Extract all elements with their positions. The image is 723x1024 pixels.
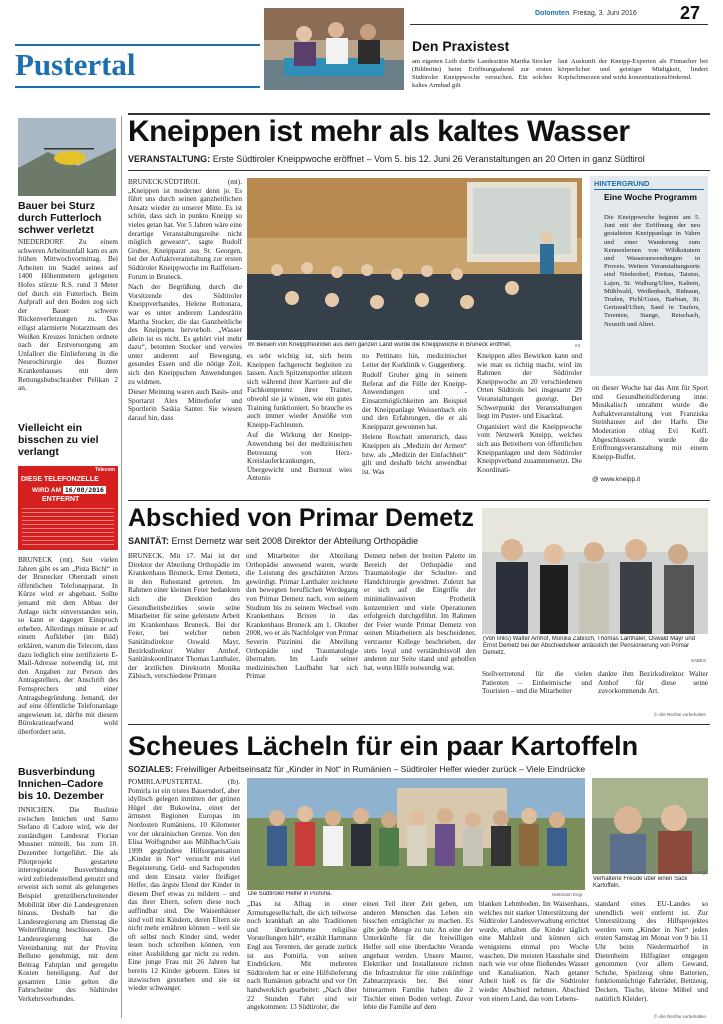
article1-subline (128, 154, 645, 164)
article1-col3 (362, 352, 467, 488)
article2-col4: Stellvertretend für die vielen Patienten – Einheimische und Touristen – und die Mitarbeiter (482, 670, 592, 696)
article1-web-text: www.kneipp.it (600, 476, 641, 483)
helicopter-photo (18, 118, 116, 196)
hintergrund-text: Die Kneippwoche beginnt am 5. Juni mit der Eröffnung der neu gestalteten Kneippanlage in Vahrn und einer Wanderung zum Kennenlernen von Wildkräutern und Wasseranwendungen in Proveis. Weitere Veranstaltungsorte sind Niederdorf, Prettau, Taisten, Lajen, St. Walburg/Ulten, Kaltern, Mühlwald, Weißenbach, Ridnaun, Truden, Pichl/Gsies, Barbian, St. Gertraud/Ulten, Sand in Taufers, Terenten, Stange, Reischach, Neustift und Altrei. (604, 214, 700, 328)
article2-col5: dankte ihm Bezirksdirektor Walter Amhof für diese seine zuvorkommende Art. (598, 670, 708, 696)
masthead-right-rule (410, 24, 708, 25)
article1-col1-p2: Nach der Begrüßung durch die Vorsitzende des Südtiroler Kneippverbandes, Helene Rottonara, war es unter anderem Landesrätin Martha Stocker, die das Ganzheitliche des Kneippens hervorhob. „Wasser allein ist es nicht. Es gehört viel mehr dazu“, betonten Stocker und verwies unter anderem auf Bewegung, gesundes Essen und die nötige Zeit, sich den Kneippschen Anwendungen zu widmen. (128, 283, 242, 386)
article3-top-rule (128, 724, 710, 725)
teaser-col1: am eigenen Leib durfte Landesrätin Martha Stocker (Bildmitte) beim Eröffnungsabend zur ersten Südtiroler Kneippwoche versuchen. Ein solches kaltes Armbad gilt (412, 58, 552, 89)
ad-line3: ENTFERNT (42, 496, 80, 503)
article2-subline-text: Ernst Demetz war seit 2008 Direktor der Abteilung Orthopädie (171, 536, 419, 546)
masthead-bottom-rule (15, 86, 260, 88)
article1-col5: on dieser Woche hat das Amt für Sport und Gesundheitsförderung inne. Musikalisch umrahmt wurde die Auftaktveranstaltung von Franziska Steinhauser auf der Harfe. Die Moderation oblag Evi Keifl. Abgeschlossen wurde die Eröffnungsveranstaltung mit einem Kneipp-Buffet. (592, 384, 708, 461)
fire-headline: Bauer bei Sturz durch Futterloch schwer verletzt (18, 200, 102, 236)
article3-credit1: Hartmann Engl (551, 892, 582, 897)
article1-col4-p2: Organisiert wird die Kneippwoche vom Netzwerk Kneipp, welches sich aus Betreibern von öffentlichen Kneippanlagen und dem Südtiroler Kneippverband zusammensetzt. Die Koordinati- (477, 422, 582, 474)
ad-line2-text: WIRD AM (32, 487, 62, 494)
article3-kicker: SOZIALES: (128, 764, 174, 774)
article3-subline (128, 764, 585, 774)
ad-line1: DIESE TELEFONZELLE (21, 476, 99, 483)
phone-ad-image (18, 466, 118, 550)
article3-subline-text: Freiwilliger Arbeitseinsatz für „Kinder in Not“ in Rumänien – Südtiroler Helfer wieder zurück – Viele Eindrücke (175, 764, 586, 774)
article1-col2 (247, 352, 352, 488)
page-number: 27 (680, 3, 701, 23)
fire-text: NIEDERDORF. Zu einem schweren Arbeitsunfall kam es am frühen Mittwochvormittag. Bei Arbeiten im Stadel seines auf 1400 Höhenmetern gelegenen Hofes stürzte R.S. rund 3 Meter tief durch ein Futterloch. Beim Aufprall auf den Boden zog sich der Bauer schwere Rückenverletzungen zu. Das eiligst alarmierte Notarztteam des Weißen Kreuzes Innichen ordnete nach der Erstversorgung am Unfallort die Einlieferung in die Neurochirurgie des Bozner Krankenhauses mit dem Rettungshubschrauber Pelikan 2 an. (18, 238, 118, 393)
ad-date: 16/08/2016 (64, 486, 104, 494)
hintergrund-label: HINTERGRUND (594, 179, 650, 188)
article3-caption1: Die Südtiroler Helfer in Pomirla. (248, 891, 333, 897)
article2-rights: © Alle Rechte vorbehalten (653, 712, 706, 717)
article1-col2-p2: Auf die Wirkung der Kneipp-Anwendung bei der medizinischen Betreuung von Herz-Kreislauferkrankungen, Übergewicht und Burnout wies Antonio (247, 431, 352, 483)
article3-photo-children (592, 778, 708, 874)
article3-col3: einen Teil ihrer Zeit geben, um anderen Menschen das Leben ein bisschen erträglicher zu machen. Es gibt jede Menge zu tun: An eine der Unterkünfte für die freiwilligen Helfer soll eine überdachte Veranda angebaut werden. Unsere Maurer, Elektriker und Installateure richten die Infrastruktur für eine zukünftige Zahnarztpraxis her. Bei einer bitterarmen Familie haben die 2 Tischler einen Boden verlegt. Zuvor lebte die Familie auf dem (363, 900, 473, 1012)
article2-photo (482, 508, 708, 634)
article3-credit2: Hartmann Engl (675, 870, 706, 875)
hintergrund-box (590, 176, 708, 376)
article1-col3-p1: no Pettinato hin, medizinischer Leiter der Kurklinik v. Guggenberg. (362, 352, 467, 369)
ad-sponsor: Telecom (95, 467, 115, 473)
ad-line2 (32, 486, 106, 494)
article3-col4: blanken Lehmboden. Im Waisenhaus, welches mit starker Unterstützung der Südtiroler Landesverwaltung errichtet wurde, erhalten die Kinder täglich eine Mahlzeit und können sich wenigstens einmal pro Woche waschen. Die meisten Haushalte sind nach wie vor ohne fließendes Wasser und Kanalisation. Nach getaner Arbeit hieß es für die Südtiroler wieder Abschied nehmen. Abschied von einem Land, das vom Lebens- (479, 900, 589, 1003)
article1-col3-p2: Rudolf Gruber ging in seinem Referat auf die Fülle der Kneipp-Anwendungen und -Einsatzmöglichkeiten am Beispiel der Kneippanlage Weissenbach ein und den Erfahrungen, die er als Kneipparzt gewonnen hat. (362, 371, 467, 431)
article2-col1: BRUNECK. Mit 17. Mai ist der Direktor der Abteilung Orthopädie im Krankenhaus Bruneck, Ernst Demetz, in den Ruhestand getreten. Im Rahmen einer kleinen Feier bedankten sich die Direktion des Gesundheitsbezirkes sowie seine Mitarbeiter für seine geleistete Arbeit im Krankenhaus Bruneck. Bei der Feier, bei welcher neben Sanitätsdirektor Oswald Mayr, Bezirksdirektor Walter Amhof, Sanitätskoordinator Thomas Lanthaler, der ärztlichen Direktorin Monika Zäbisch, verschiedene Primare (128, 552, 240, 681)
article1-headline: Kneippen ist mehr als kaltes Wasser (128, 115, 630, 148)
article2-caption: (Von links) Walter Amhof, Monika Zäbisch, Thomas Lanthaler, Oswald Mayr und Ernst Demetz bei der Abschiedsfeier anlässlich der Pensionierung von Primar Demetz. (483, 636, 696, 656)
article1-col1-p1: BRUNECK/SÜDTIROL (mt). „Kneippen ist moderner denn je. Es führt uns durch seinen ganzheitlichen Ansatz wieder zu unserer Mitte. Es ist schön, dass sich in punkto Kneipp so vieles getan hat. Vor 5 Jahren wäre eine derartige Veranstaltungsreihe nicht möglich gewesen“, sagte Rudolf Gruber, Kneipparzt aus St. Georgen, bei der Auftaktveranstaltung zur ersten Südtiroler Kneippwoche im Raiffeisen-Forum in Bruneck. (128, 178, 242, 281)
article3-caption2: Verhaltene Freude über einen Sack Kartoffeln. (593, 876, 688, 889)
article3-rights: © Alle Rechte vorbehalten (653, 1014, 706, 1019)
teaser-col2: laut Auskunft der Kneipp-Experten als Fitmacher bei körperlicher und geistiger Müdigkeit, lindert Kopfschmerzen und wirkt konzentrationsfördernd. (558, 58, 708, 81)
article1-col1-p3: Dieser Meinung waren auch Basis- und Sportarzt Alex Mitterhofer und Sportlerin Saskia Santer. Sie wiesen darauf hin, dass (128, 388, 242, 423)
phone-headline: Vielleicht ein bisschen zu viel verlangt (18, 422, 99, 458)
article1-subline-text: Erste Südtiroler Kneippwoche eröffnet – Vom 5. bis 12. Juni 26 Veranstaltungen an 20 Orten in ganz Südtirol (212, 154, 645, 164)
article2-kicker: SANITÄT: (128, 536, 169, 546)
article1-caption: Im Beisein von Kneippfreunden aus dem ganzen Land wurde die Kneippwoche in Bruneck eröffnet. (248, 342, 512, 348)
phone-text: BRUNECK (mt). Seit vielen Jahren gibt es am „Pista Bichl“ in der Brunecker Oberstadt einen öffentlichen Telefonapparat. In Kürze wird er abgebaut. Sollte jemand mit dem Abbau der Anlage nicht einverstanden sein, so kann er dagegen Einspruch erheben. Allerdings müsste er auf einem Aufkleber (im Bild) erklären, warum die Telecom, dass dazu lediglich eine zertifizierte E-Mail-Adresse notwendig ist, mit den Angaben zur Person des Antragstellers, der Anschrift des Fernsprechers und einer Antragsbegründung. Jemand, der auf eine öffentliche Telefonanlage angewiesen ist, dürfte mit diesem Bürokratieaufwand wohl überfordert sein. (18, 556, 118, 736)
sidebar-divider (121, 116, 122, 1018)
teaser-title: Den Praxistest (412, 40, 510, 53)
article3-col2: „Das ist Alltag in einer Armutsgesellschaft, die sich teilweise noch krankhaft an alte Traditionen und überkommene religiöse Vorstellungen hält“, erzählt Hartmann Engl aus Terenten, der gerade zurück ist aus Pomirla, von seinen Eindrücken. Mit mehreren Südtirolern hat er eine Hilfslieferung nach Rumänien gebracht und vor Ort handwerklich gearbeitet: „Nach über 22 Stunden Fahrt sind wir angekommen: 13 Südtiroler, die (247, 900, 357, 1012)
article1-col4 (477, 352, 582, 488)
article2-subline (128, 536, 418, 546)
masthead-top-rule (15, 44, 260, 46)
article1-col2-p1: es sehr wichtig ist, sich beim Kneippen fachgerecht begleiten zu lassen. Auch Spitzensportler stützen sich während ihrer Karriere auf die Fachkompetenz ihrer Trainer, obwohl sie ja wissen, wie ein gutes Training funktioniert. So brauche es auch immer wieder Anstöße von Kneipp-Fachleuten. (247, 352, 352, 429)
article3-col1: POMIRLA/PUSTERTAL (lb). Pomirla ist ein tristes Bauerndorf, aber idyllisch gelegen inmitten der grünen Hügel der Bukowina, einer der ärmsten Regionen Europas im Nordosten Rumäniens, 10 Kilometer vor der ukrainischen Grenze. Von den Elisa Wolfsgruber aus Mühlbach/Gais 1999 gegründete Hilfsorganisation „Kinder in Not“ versucht mit viel Begeisterung, Geld- und Sachspenden und dem Einsatz vieler fleißiger Helfer, das ärgste Elend der Kinder in diesem Dorf etwas zu mildern – und das ihrer Eltern, sofern diese noch auffindbar sind. Die Waisenhäuser sind voll mit Kindern, deren Eltern sie nicht mehr ernähren können – weil sie oft selbst noch Kinder sind, weder lesen noch schreiben können, von einer Ausbildung gar nicht zu reden. Eine junge Frau mit 26 Jahren hat bereits 12 Kinder geboren. Eines ist inzwischen gestorben und sie ist wieder schwanger. (128, 778, 240, 993)
article2-col3: Demetz neben der breiten Palette im Bereich der Orthopädie und Traumatologie der Schulter- und Handchirurgie gewidmet. Zuletzt hat er sich auf die Eingriffe der minimalinvasiven Prothetik konzentriert und viele Operationen erfolgreich durchgeführt. Im Rahmen der Feier wurde Primar Demetz von seinen Mitarbeitern als bescheidener, vertrauter Kollege beschrieben, der stets loyal und verständnisvoll den anderen zur Seite stand und geholfen hat, wenn Hilfe notwendig war. (364, 552, 476, 672)
article3-headline: Scheues Lächeln für ein paar Kartoffeln (128, 731, 639, 761)
article2-top-rule (128, 500, 710, 501)
issue-date: Freitag, 3. Juni 2016 (573, 10, 637, 17)
article1-col1 (128, 178, 242, 488)
paper-name: Dolomiten (535, 10, 570, 17)
article3-col5: standard eines EU-Landes so unendlich weit entfernt ist. Zur Unterstützung des Hilfsprojektes werden vom „Kinder in Not“ jeden ersten Samstag im Monat von 9 bis 11 Uhr beim Niedermairhof in Dietenheim Hilfsgüter entgegen genommen (vor allem Gewand, Schuhe, Spielzeug ohne Batterien, funktionstüchtige Fahrräder, Bettzeug, Decken, Tische, kleine Möbel und natürlich Kleider). (595, 900, 708, 1003)
article1-kicker: VERANSTALTUNG: (128, 154, 211, 164)
article1-col4-p1: Kneippen alles Bewirken kann und wie man es richtig macht, wird im Rahmen der Südtiroler Kneippwoche an 20 verschiedenen Orten Südtirols bei insgesamt 29 Veranstaltungen gezeigt. Der Schwerpunkt der Veranstaltungen liegt im Puster- und Eisacktal. (477, 352, 582, 421)
hintergrund-title: Eine Woche Programm (604, 192, 697, 202)
article1-photo (247, 178, 582, 340)
bus-text: INNICHEN. Die Buslinie zwischen Innichen und Santo Stefano di Cadore wird, wie der zuständigen Landesrat Florian Mussner mitteilt, bis zum 10. Dezember fortgeführt. Die als Pilotprojekt gestartete interregionale Busverbindung wird zufriedenstellend genutzt und erweist sich somit als gelungenes Beispiel grenzüberschreitender Mobilität über die Landesgrenzen hinaus. Deshalb hat die Landesregierung am Dienstag die Weiterführung beschlossen. Die Landesregierung hat die Vereinbarung mit der Provinz Belluno genehmigt, mit dem Beitrag Fahrplan und geregelte Kosten beteiligung. Auf der gesamten Linie gelten die Fahrscheine des Südtiroler Verkehrsverbundes. (18, 806, 118, 1004)
article2-col2: und Mitarbeiter der Abteilung Orthopädie anwesend waren, wurde die Leistung des geschätzten Arztes gewürdigt. Primar Lanthaler zeichnete den bewegten beruflichen Werdegang von Primar Demetz nach, von seinem Studium bis zu seinem Wechsel vom Krankenhaus Brixen in das Krankenhaus Bruneck am 1. Oktober 2008, wo er als Nachfolger von Primar Severin Pizzinini die Abteilung Orthopädie und Traumatologie übernahm. Im Laufe seiner medizinischen Laufbahn hat sich Primar (246, 552, 358, 681)
article2-credit: SABES (690, 658, 706, 663)
bus-headline: Busverbindung Innichen–Cadore bis 10. Dezember (18, 766, 104, 802)
article2-headline: Abschied von Primar Demetz (128, 504, 474, 532)
teaser-photo (264, 8, 404, 90)
article3-photo-group (247, 778, 585, 890)
web-arrow-icon: @ (592, 476, 601, 483)
article1-col3-p3: Helene Roschatt unterstrich, dass Kneippen als „Medizin der Armen“ bzw. als „Medizin der Einfachheit“ gilt und deshalb leicht anwendbar ist. Was (362, 433, 467, 476)
article1-credit: mt (575, 343, 580, 348)
article1-web (592, 476, 640, 483)
section-title: Pustertal (15, 48, 136, 82)
article1-sub-rule (128, 170, 710, 171)
